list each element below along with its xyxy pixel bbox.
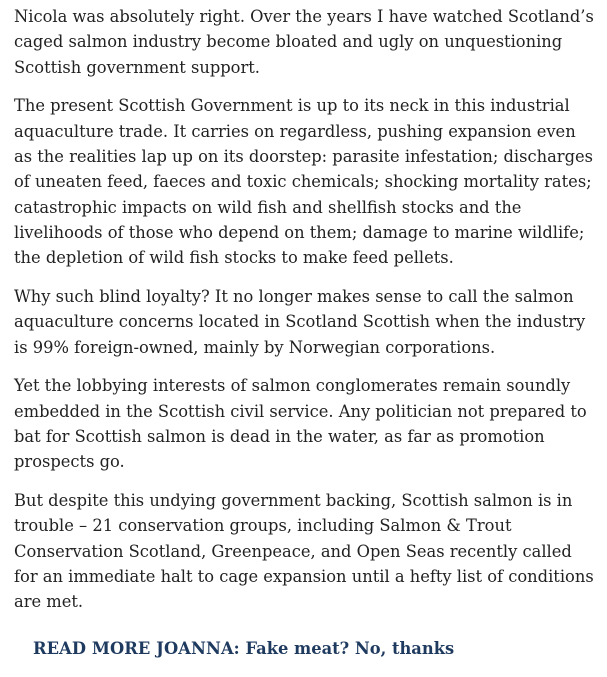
article-body	[14, 4, 596, 628]
read-more-label: READ MORE JOANNA:	[33, 639, 240, 658]
paragraph: Nicola was absolutely right. Over the years I have watched Scotland’s caged salmon industry become bloated and ugly on unquestioning Scottish government support.	[14, 7, 594, 77]
read-more-link[interactable]	[33, 636, 454, 661]
paragraph: But despite this undying government backing, Scottish salmon is in trouble – 21 conservation groups, including Salmon & Trout Conservation Scotland, Greenpeace, and Open Seas recently called for an immediate halt to cage expansion until a hefty list of conditions are met.	[14, 491, 594, 612]
read-more-title: Fake meat? No, thanks	[245, 639, 455, 658]
paragraph: The present Scottish Government is up to its neck in this industrial aquaculture trade. It carries on regardless, pushing expansion even as the realities lap up on its doorstep: parasite infestation; discharges of uneaten feed, faeces and toxic chemicals; shocking mortality rates; catastrophic impacts on wild fish and shellfish stocks and the livelihoods of those who depend on them; damage to marine wildlife; the depletion of wild fish stocks to make feed pellets.	[14, 96, 593, 268]
paragraph: Yet the lobbying interests of salmon conglomerates remain soundly embedded in the Scottish civil service. Any politician not prepared to bat for Scottish salmon is dead in the water, as far as promotion prospects go.	[14, 376, 587, 472]
paragraph: Why such blind loyalty? It no longer makes sense to call the salmon aquaculture concerns located in Scotland Scottish when the industry is 99% foreign-owned, mainly by Norwegian corporations.	[14, 286, 586, 357]
